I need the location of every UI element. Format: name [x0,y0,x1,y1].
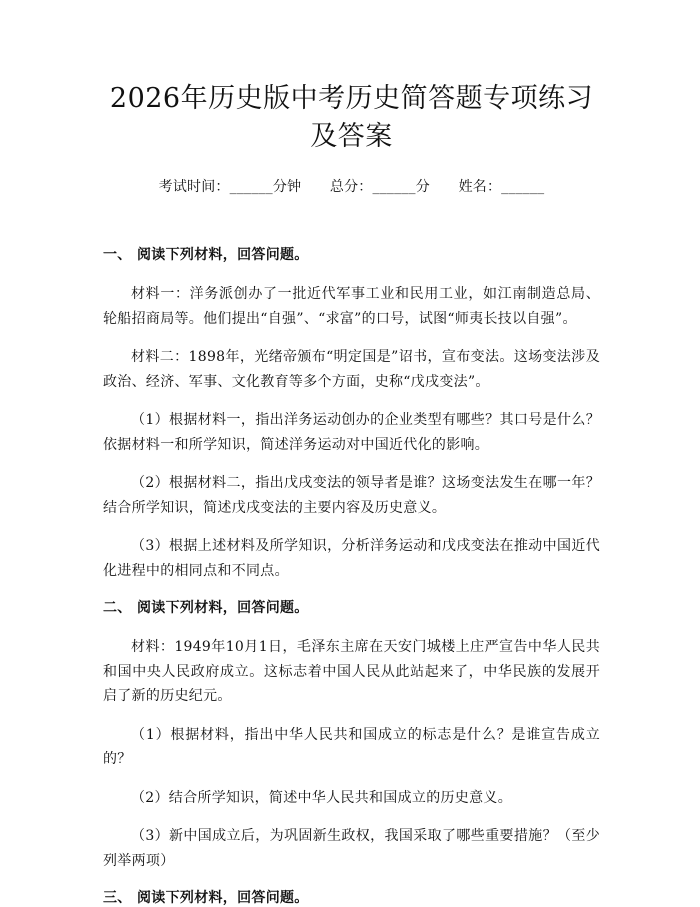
exam-name [459,179,545,195]
question-item: （2）结合所学知识，简述中华人民共和国成立的历史意义。 [131,789,513,806]
question-item: （1）根据材料一，指出洋务运动创办的企业类型有哪些？其口号是什么？依据材料一和所学知识，简述洋务运动对中国近代化的影响。 [103,412,600,453]
section-3 [103,887,600,907]
section-2 [103,597,600,873]
exam-score [330,179,430,195]
material-paragraph: 材料：1949年10月1日，毛泽东主席在天安门城楼上庄严宣告中华人民共和国中央人民政府成立。这标志着中国人民从此站起来了，中华民族的发展开启了新的历史纪元。 [103,639,600,704]
section-number: 二、 [103,600,132,616]
material-paragraph: 材料一：洋务派创办了一批近代军事工业和民用工业，如江南制造总局、轮船招商局等。他们提出“自强”、“求富”的口号，试图“师夷长技以自强”。 [103,286,600,327]
section-heading-text: 阅读下列材料，回答问题。 [137,247,309,263]
exam-time [159,179,302,195]
section-number: 三、 [103,890,132,906]
exam-info [103,176,600,196]
section-heading-text: 阅读下列材料，回答问题。 [137,600,309,616]
material-paragraph: 材料二：1898年，光绪帝颁布“明定国是”诏书，宣布变法。这场变法涉及政治、经济、军事、文化教育等多个方面，史称“戊戌变法”。 [103,349,600,390]
question-item: （2）根据材料二，指出戊戌变法的领导者是谁？这场变法发生在哪一年？结合所学知识，简述戊戌变法的主要内容及历史意义。 [103,475,600,516]
exam-score-label: 总分： [329,179,373,195]
exam-score-unit: 分 [415,179,430,195]
section-heading [103,597,600,617]
question-item: （1）根据材料，指出中华人民共和国成立的标志是什么？是谁宣告成立的？ [103,726,600,767]
exam-time-unit: 分钟 [272,179,302,195]
exam-name-label: 姓名： [458,179,502,195]
section-heading [103,887,600,907]
exam-time-label: 考试时间： [158,179,230,195]
page-title: 2026年历史版中考历史简答题专项练习及答案 [109,83,594,152]
question-item: （3）根据上述材料及所学知识，分析洋务运动和戊戌变法在推动中国近代化进程中的相同点和不同点。 [103,538,600,579]
section-heading-text: 阅读下列材料，回答问题。 [137,890,309,906]
question-item: （3）新中国成立后，为巩固新生政权，我国采取了哪些重要措施？（至少列举两项） [103,828,600,869]
section-number: 一、 [103,247,132,263]
exam-score-blank: ______ [372,179,416,195]
exam-name-blank: ______ [501,179,545,195]
section-1 [103,244,600,583]
exam-time-blank: ______ [229,179,273,195]
section-heading [103,244,600,264]
